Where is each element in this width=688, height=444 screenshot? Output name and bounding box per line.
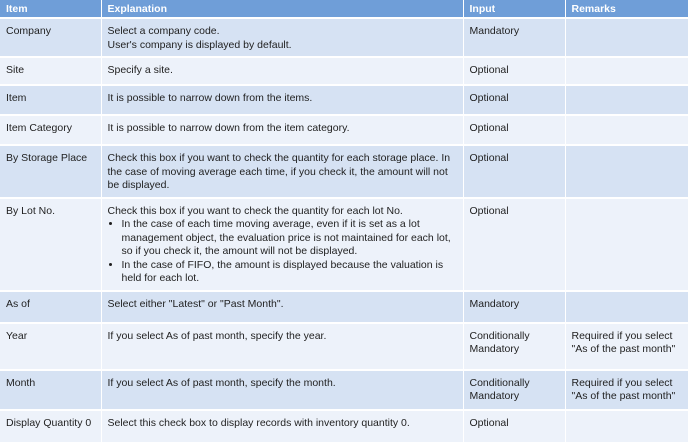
- table-row: [0, 291, 688, 323]
- bullet-item: • In the case of FIFO, the amount is displayed because the valuation is held for each lot.: [122, 259, 457, 286]
- cell-item: Company: [0, 18, 101, 57]
- cell-explanation: [101, 291, 463, 323]
- explanation-line: It is possible to narrow down from the items.: [107, 92, 313, 104]
- cell-explanation: [101, 57, 463, 85]
- explanation-line: Select a company code.: [107, 25, 220, 37]
- header-remarks: Remarks: [565, 0, 688, 18]
- cell-input: Optional: [463, 145, 565, 198]
- cell-input: Optional: [463, 410, 565, 443]
- cell-remarks: Required if you select "As of the past month": [565, 370, 688, 410]
- cell-input: Optional: [463, 85, 565, 115]
- table-row: [0, 198, 688, 291]
- cell-remarks: [565, 115, 688, 145]
- explanation-line: If you select As of past month, specify the month.: [107, 376, 336, 389]
- cell-explanation: [101, 323, 463, 370]
- cell-item: By Lot No.: [0, 198, 101, 291]
- cell-explanation: [101, 410, 463, 443]
- header-explanation: Explanation: [101, 0, 463, 18]
- cell-explanation: [101, 18, 463, 57]
- cell-explanation: [101, 370, 463, 410]
- cell-remarks: [565, 18, 688, 57]
- header-input: Input: [463, 0, 565, 18]
- cell-input: Mandatory: [463, 291, 565, 323]
- table-row: [0, 18, 688, 57]
- cell-remarks: [565, 410, 688, 443]
- explanation-line: It is possible to narrow down from the item category.: [107, 122, 350, 134]
- table-row: [0, 57, 688, 85]
- cell-item: As of: [0, 291, 101, 323]
- table-row: [0, 370, 688, 410]
- explanation-line: Select this check box to display records with inventory quantity 0.: [107, 416, 410, 429]
- table-row: [0, 85, 688, 115]
- explanation-line: Check this box if you want to check the quantity for each lot No.: [107, 204, 403, 217]
- cell-item: By Storage Place: [0, 145, 101, 198]
- cell-input: Optional: [463, 115, 565, 145]
- table-row: [0, 145, 688, 198]
- cell-item: Item: [0, 85, 101, 115]
- table-row: [0, 115, 688, 145]
- explanation-line: Check this box if you want to check the quantity for each storage place. In the case of moving average each time, if you check it, the amount will not be displayed.: [107, 152, 451, 191]
- table-row: [0, 323, 688, 370]
- cell-remarks: [565, 85, 688, 115]
- cell-item: Site: [0, 57, 101, 85]
- explanation-line: Select either "Latest" or "Past Month".: [107, 297, 284, 310]
- cell-remarks: [565, 57, 688, 85]
- cell-input: Mandatory: [463, 18, 565, 57]
- cell-item: Year: [0, 323, 101, 370]
- cell-input: Conditionally Mandatory: [463, 323, 565, 370]
- cell-remarks: Required if you select "As of the past month": [565, 323, 688, 370]
- explanation-line: If you select As of past month, specify the year.: [107, 329, 327, 342]
- cell-input: Optional: [463, 198, 565, 291]
- cell-item: Display Quantity 0: [0, 410, 101, 443]
- header-item: Item: [0, 0, 101, 18]
- cell-explanation: [101, 115, 463, 145]
- cell-item: Month: [0, 370, 101, 410]
- bullet-list: [108, 218, 457, 286]
- cell-input: Conditionally Mandatory: [463, 370, 565, 410]
- cell-item: Item Category: [0, 115, 101, 145]
- cell-remarks: [565, 145, 688, 198]
- table-row: [0, 410, 688, 443]
- cell-explanation: [101, 145, 463, 198]
- cell-remarks: [565, 198, 688, 291]
- cell-remarks: [565, 291, 688, 323]
- explanation-line: Specify a site.: [107, 64, 173, 76]
- header-row: [0, 0, 688, 18]
- cell-explanation: [101, 85, 463, 115]
- bullet-item: • In the case of each time moving average, even if it is set as a lot management object, the evaluation price is not maintained for each lot, so if you check it, the amount will not be displayed.: [122, 218, 457, 259]
- cell-input: Optional: [463, 57, 565, 85]
- explanation-line: User's company is displayed by default.: [107, 38, 292, 51]
- cell-explanation: [101, 198, 463, 291]
